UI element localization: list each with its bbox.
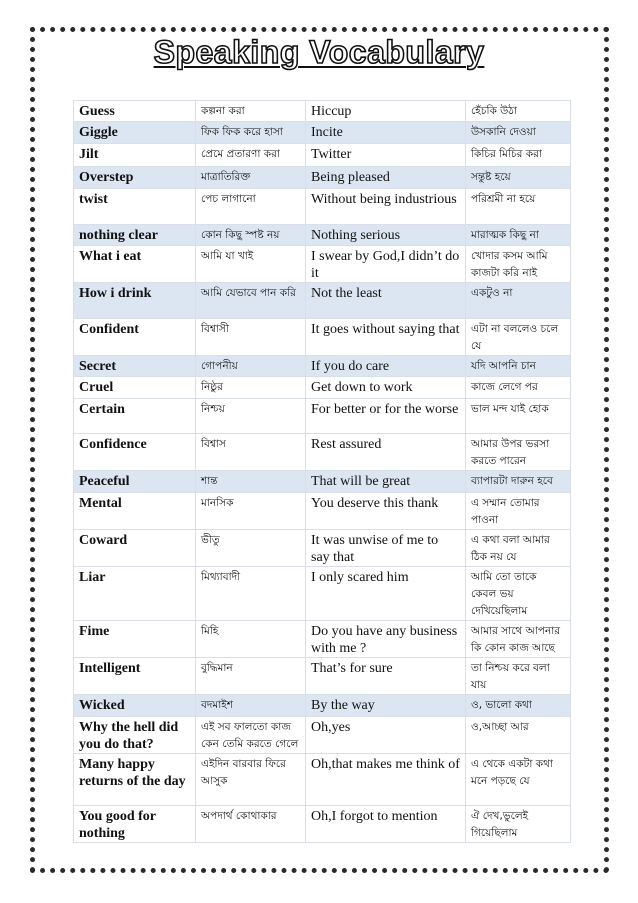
bengali-phrase-cell: যদি আপনি চান [466, 356, 571, 377]
table-row [74, 246, 571, 283]
vocabulary-table-body [74, 101, 571, 843]
english-word-cell: Confidence [74, 434, 196, 471]
bengali-meaning-cell: শান্ত [196, 471, 306, 493]
english-word-cell: Liar [74, 567, 196, 621]
english-phrase-cell: Do you have any business with me ? [306, 621, 466, 658]
bengali-phrase-cell: এটা না বললেও চলে যে [466, 319, 571, 356]
english-phrase-cell: If you do care [306, 356, 466, 377]
bengali-meaning-cell: বিশ্বাসী [196, 319, 306, 356]
english-phrase-cell: By the way [306, 695, 466, 717]
bengali-phrase-cell: এ কথা বলা আমার ঠিক নয় যে [466, 530, 571, 567]
english-word-cell: Secret [74, 356, 196, 377]
table-row [74, 122, 571, 144]
english-word-cell: Guess [74, 101, 196, 122]
table-row [74, 754, 571, 806]
bengali-meaning-cell: আমি যেভাবে পান করি [196, 283, 306, 319]
english-word-cell: Coward [74, 530, 196, 567]
english-word-cell: Overstep [74, 167, 196, 189]
english-phrase-cell: Being pleased [306, 167, 466, 189]
bengali-meaning-cell: ভীতু [196, 530, 306, 567]
english-word-cell: What i eat [74, 246, 196, 283]
bengali-meaning-cell: কোন কিছু স্পষ্ট নয় [196, 225, 306, 246]
bengali-meaning-cell: এই সব ফালতো কাজ কেন তেমি করতে গেলে [196, 717, 306, 754]
english-phrase-cell: Nothing serious [306, 225, 466, 246]
bengali-phrase-cell: উসকানি দেওয়া [466, 122, 571, 144]
english-phrase-cell: I only scared him [306, 567, 466, 621]
english-word-cell: How i drink [74, 283, 196, 319]
bengali-meaning-cell: মানসিক [196, 493, 306, 530]
bengali-phrase-cell: ব্যাপারটা দারুন হবে [466, 471, 571, 493]
bengali-phrase-cell: ও,আচ্ছা আর [466, 717, 571, 754]
bengali-phrase-cell: ঐ দেখ,ভুলেই গিয়েছিলাম [466, 806, 571, 843]
english-phrase-cell: Twitter [306, 144, 466, 167]
english-word-cell: Mental [74, 493, 196, 530]
table-row [74, 225, 571, 246]
english-phrase-cell: It goes without saying that [306, 319, 466, 356]
bengali-meaning-cell: বিশ্বাস [196, 434, 306, 471]
bengali-meaning-cell: গোপনীয় [196, 356, 306, 377]
english-phrase-cell: Incite [306, 122, 466, 144]
bengali-phrase-cell: কাজে লেগে পর [466, 377, 571, 399]
bengali-phrase-cell: এ সম্মান তোমার পাওনা [466, 493, 571, 530]
table-row [74, 319, 571, 356]
table-row [74, 695, 571, 717]
bengali-meaning-cell: ফিক ফিক করে হাসা [196, 122, 306, 144]
table-row [74, 567, 571, 621]
bengali-phrase-cell: এ থেকে একটা কথা মনে পড়ছে যে [466, 754, 571, 806]
bengali-meaning-cell: কল্পনা করা [196, 101, 306, 122]
english-word-cell: Jilt [74, 144, 196, 167]
table-row [74, 144, 571, 167]
english-word-cell: You good for nothing [74, 806, 196, 843]
english-phrase-cell: Oh,yes [306, 717, 466, 754]
english-phrase-cell: That’s for sure [306, 658, 466, 695]
bengali-phrase-cell: সন্তুষ্ট হয়ে [466, 167, 571, 189]
table-row [74, 167, 571, 189]
table-row [74, 283, 571, 319]
bengali-meaning-cell: বদমাইশ [196, 695, 306, 717]
bengali-meaning-cell: এইদিন বারবার ফিরে আসুক [196, 754, 306, 806]
table-row [74, 658, 571, 695]
english-word-cell: Confident [74, 319, 196, 356]
table-row [74, 399, 571, 434]
table-row [74, 806, 571, 843]
english-word-cell: Wicked [74, 695, 196, 717]
english-word-cell: Peaceful [74, 471, 196, 493]
table-row [74, 530, 571, 567]
english-word-cell: twist [74, 189, 196, 225]
english-phrase-cell: That will be great [306, 471, 466, 493]
table-row [74, 434, 571, 471]
table-row [74, 377, 571, 399]
english-phrase-cell: It was unwise of me to say that [306, 530, 466, 567]
bengali-meaning-cell: মিথ্যাবাদী [196, 567, 306, 621]
english-word-cell: Intelligent [74, 658, 196, 695]
bengali-phrase-cell: আমার সাথে আপনার কি কোন কাজ আছে [466, 621, 571, 658]
bengali-phrase-cell: মারাত্মক কিছু না [466, 225, 571, 246]
english-phrase-cell: For better or for the worse [306, 399, 466, 434]
table-row [74, 621, 571, 658]
bengali-phrase-cell: খোদার কসম আমি কাজটা করি নাই [466, 246, 571, 283]
bengali-phrase-cell: পরিশ্রমী না হয়ে [466, 189, 571, 225]
bengali-meaning-cell: নিশ্চয় [196, 399, 306, 434]
english-phrase-cell: I swear by God,I didn’t do it [306, 246, 466, 283]
bengali-meaning-cell: নিষ্ঠুর [196, 377, 306, 399]
english-word-cell: Certain [74, 399, 196, 434]
table-row [74, 471, 571, 493]
table-row [74, 189, 571, 225]
bengali-phrase-cell: ও, ভালো কথা [466, 695, 571, 717]
english-phrase-cell: Get down to work [306, 377, 466, 399]
english-word-cell: nothing clear [74, 225, 196, 246]
english-phrase-cell: Oh,that makes me think of [306, 754, 466, 806]
bengali-phrase-cell: কিচির মিচির করা [466, 144, 571, 167]
english-phrase-cell: Rest assured [306, 434, 466, 471]
english-phrase-cell: Hiccup [306, 101, 466, 122]
vocabulary-table [73, 100, 571, 843]
bengali-phrase-cell: হেঁচকি উঠা [466, 101, 571, 122]
page-title: Speaking Vocabulary [153, 34, 485, 70]
bengali-phrase-cell: আমি তো তাকে কেবল ভয় দেখিয়েছিলাম [466, 567, 571, 621]
english-phrase-cell: Not the least [306, 283, 466, 319]
bengali-meaning-cell: প্রেমে প্রতারণা করা [196, 144, 306, 167]
english-word-cell: Giggle [74, 122, 196, 144]
english-word-cell: Fime [74, 621, 196, 658]
bengali-phrase-cell: তা নিশ্চয় করে বলা যায় [466, 658, 571, 695]
english-word-cell: Many happy returns of the day [74, 754, 196, 806]
english-phrase-cell: You deserve this thank [306, 493, 466, 530]
bengali-phrase-cell: একটুও না [466, 283, 571, 319]
table-row [74, 717, 571, 754]
english-word-cell: Why the hell did you do that? [74, 717, 196, 754]
table-row [74, 493, 571, 530]
english-phrase-cell: Without being industrious [306, 189, 466, 225]
english-phrase-cell: Oh,I forgot to mention [306, 806, 466, 843]
bengali-meaning-cell: অপদার্থ কোথাকার [196, 806, 306, 843]
table-row [74, 101, 571, 122]
bengali-phrase-cell: আমার উপর ভরসা করতে পারেন [466, 434, 571, 471]
table-row [74, 356, 571, 377]
bengali-phrase-cell: ভাল মন্দ যাই হোক [466, 399, 571, 434]
bengali-meaning-cell: মিহি [196, 621, 306, 658]
bengali-meaning-cell: মাত্রাতিরিক্ত [196, 167, 306, 189]
bengali-meaning-cell: আমি যা খাই [196, 246, 306, 283]
bengali-meaning-cell: বুদ্ধিমান [196, 658, 306, 695]
bengali-meaning-cell: পেচ লাগানো [196, 189, 306, 225]
english-word-cell: Cruel [74, 377, 196, 399]
